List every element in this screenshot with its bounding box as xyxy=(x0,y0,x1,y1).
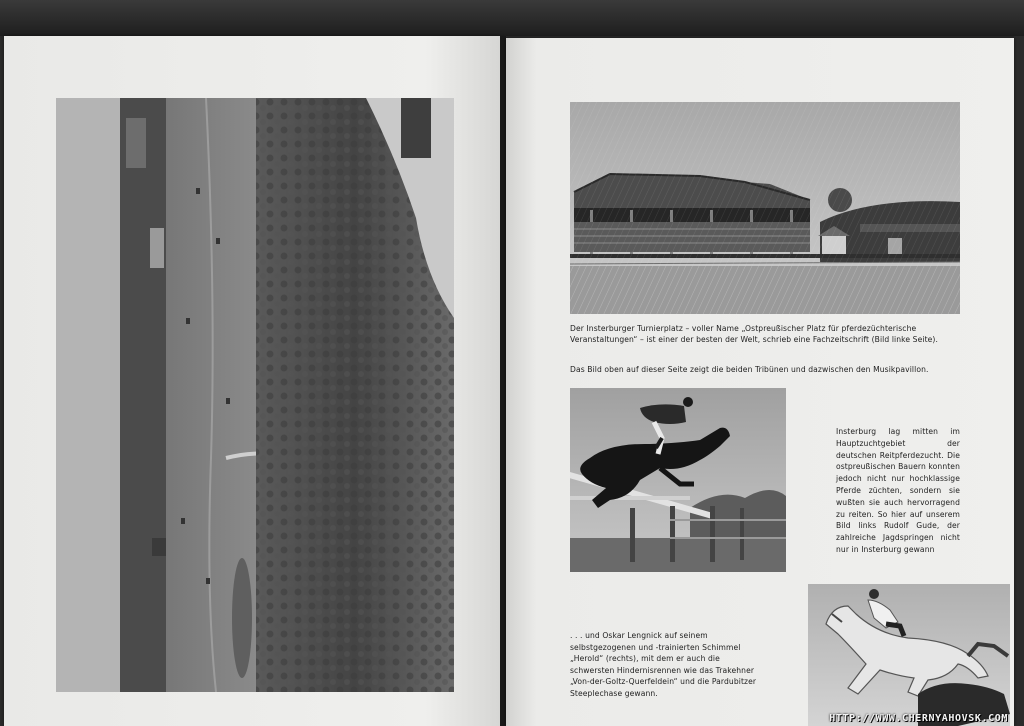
caption-oskar-lengnick: . . . und Oskar Lengnick auf seinem selbstgezogenen und -trainierten Schimmel „Herold“ (rechts), mit dem er auch die schwersten Hindernisrennen wie das Trakehner „Von-der-Goltz-Querfeldein“ und die Pardubitzer Steeplechase gewann. xyxy=(570,631,757,698)
caption-tournament-grounds: Der Insterburger Turnierplatz – voller Name „Ostpreußischer Platz für pferdezüchterische Veranstaltungen“ – ist einer der besten der Welt, schrieb eine Fachzeitschrift (Bild linke Seite). xyxy=(570,324,938,344)
caption-grandstands: Das Bild oben auf dieser Seite zeigt die beiden Tribünen und dazwischen den Musikpavillon. xyxy=(570,365,929,374)
aerial-photo xyxy=(56,98,454,692)
steeplechase-photo xyxy=(808,584,1010,726)
grandstand-photo xyxy=(570,102,960,314)
scanner-background-band xyxy=(0,0,1024,36)
site-watermark: HTTP://WWW.CHERNYAHOVSK.COM xyxy=(829,713,1008,724)
show-jumping-photo xyxy=(570,388,786,572)
caption-rudolf-gude: Insterburg lag mitten im Hauptzuchtgebiet der deutschen Reitpferdezucht. Die ostpreußischen Bauern konnten jedoch nicht nur hochklassige Pferde züchten, sondern sie wußten sie auch hervorragend zu reiten. So hier auf unserem Bild links Rudolf Gude, der zahlreiche Jagdspringen nicht nur in Insterburg gewann xyxy=(836,427,960,554)
